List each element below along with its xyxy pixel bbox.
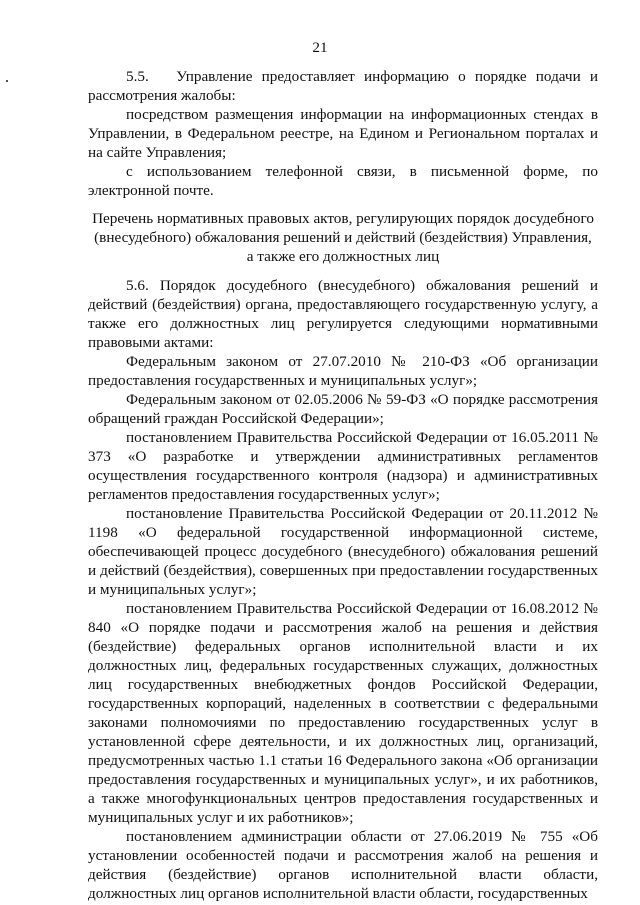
act-resolution-755: постановлением администрации области от 27.06.2019 № 755 «Об установлении особенностей подачи и рассмотрения жалоб на решения и действия (бездействие) органов исполнительной власти области, должностных лиц органов исполнительной власти области, государственных: [88, 828, 598, 902]
page-number: 21: [312, 39, 328, 56]
heading-line-1: Перечень нормативных правовых актов, регулирующих порядок досудебного: [92, 210, 594, 227]
section-5-6-intro: 5.6. Порядок досудебного (внесудебного) обжалования решений и действий (бездействия) органа, предоставляющего государственную услугу, а также его должностных лиц регулируется следующими нормативными правовыми актами:: [88, 277, 598, 351]
section-5-5-item-stands: посредством размещения информации на информационных стендах в Управлении, в Федеральном реестре, на Едином и Региональном порталах и на сайте Управления;: [88, 106, 598, 161]
act-federal-law-59: Федеральным законом от 02.05.2006 № 59-ФЗ «О порядке рассмотрения обращений граждан Российской Федерации»;: [88, 391, 598, 427]
act-federal-law-210: Федеральным законом от 27.07.2010 № 210-ФЗ «Об организации предоставления государственных и муниципальных услуг»;: [88, 353, 598, 389]
section-heading: [82, 209, 604, 266]
section-5-5-intro: 5.5. Управление предоставляет информацию о порядке подачи и рассмотрения жалобы:: [88, 68, 598, 104]
act-resolution-840: постановлением Правительства Российской Федерации от 16.08.2012 № 840 «О порядке подачи и рассмотрения жалоб на решения и действия (бездействие) федеральных органов исполнительной власти и их должностных лиц, федеральных государственных служащих, должностных лиц государственных внебюджетных фондов Российской Федерации, государственных корпораций, наделенных в соответствии с федеральными законами полномочиями по предоставлению государственных услуг в установленной сфере деятельности, и их должностных лиц, организаций, предусмотренных частью 1.1 статьи 16 Федерального закона «Об организации предоставления государственных и муниципальных услуг», и их работников, а также многофункциональных центров предоставления государственных и муниципальных услуг и их работников»;: [88, 600, 598, 826]
section-5-5-item-phone: с использованием телефонной связи, в письменной форме, по электронной почте.: [88, 163, 598, 199]
heading-line-3: а также его должностных лиц: [246, 248, 440, 265]
act-resolution-1198: постановление Правительства Российской Федерации от 20.11.2012 № 1198 «О федеральной государственной информационной системе, обеспечивающей процесс досудебного (внесудебного) обжалования решений и действий (бездействия), совершенных при предоставлении государственных и муниципальных услуг»;: [88, 505, 598, 598]
section-5-5: [88, 67, 598, 200]
section-5-6: [88, 276, 598, 903]
margin-mark: [6, 80, 8, 82]
act-resolution-373: постановлением Правительства Российской Федерации от 16.05.2011 № 373 «О разработке и утверждении административных регламентов осуществления государственного контроля (надзора) и административных регламентов предоставления государственных услуг»;: [88, 429, 598, 503]
heading-line-2: (внесудебного) обжалования решений и действий (бездействия) Управления,: [94, 229, 592, 246]
